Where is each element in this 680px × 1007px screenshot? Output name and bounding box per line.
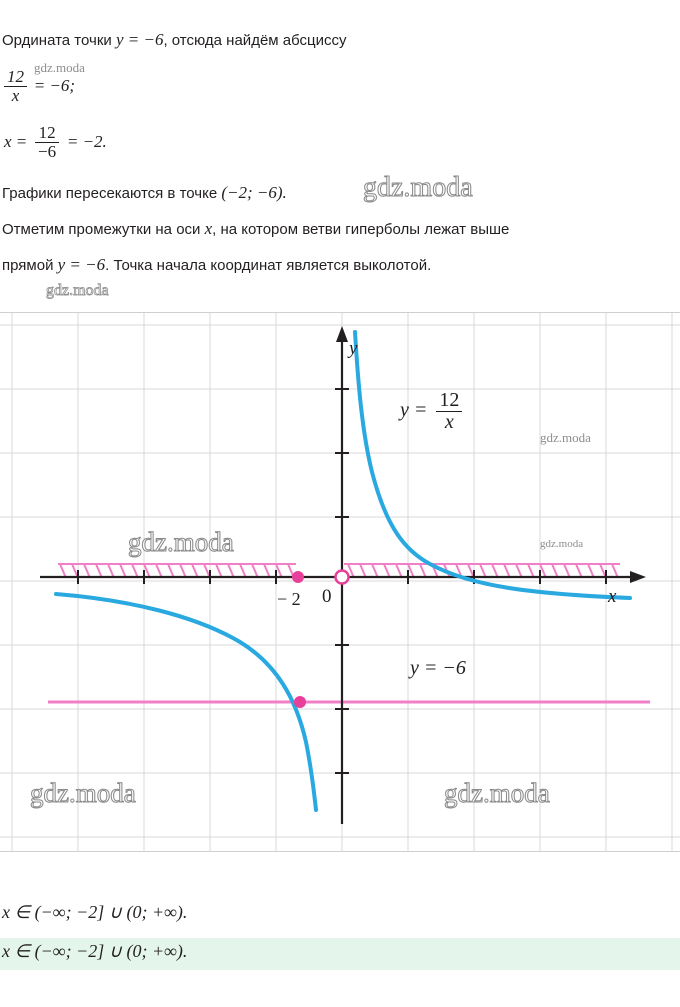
text-fragment: Ордината точки (2, 32, 116, 49)
point-origin-open (336, 571, 349, 584)
statement-line-2 (2, 183, 287, 203)
hyperbola-branch-positive (355, 332, 630, 598)
math-fragment: y = −6 (115, 30, 164, 49)
point-minus-2-on-x-axis (292, 571, 304, 583)
equation-1 (4, 68, 75, 105)
watermark-small: gdz.moda (540, 430, 591, 445)
origin-label: 0 (322, 586, 332, 607)
equation-rhs: = −6; (33, 75, 76, 95)
watermark-large: gdz.moda (444, 778, 550, 808)
tick-label-minus-2: − 2 (277, 589, 301, 609)
math-fragment: x (204, 219, 213, 238)
fraction-denominator: −6 (35, 142, 59, 161)
math-fragment: y = −6 (57, 255, 106, 274)
watermark-small: gdz.moda (540, 538, 584, 550)
equation-2 (4, 124, 107, 161)
statement-line-4 (2, 255, 431, 275)
equation-lhs: x = (4, 131, 28, 151)
text-fragment: Графики пересекаются в точке (2, 185, 222, 202)
x-axis-label: x (608, 586, 617, 607)
statement-line-3 (2, 219, 509, 239)
point-intersection (294, 696, 306, 708)
answer-line-2: x ∈ (−∞; −2] ∪ (0; +∞). (2, 941, 188, 961)
fraction-numerator: 12 (7, 67, 24, 86)
line-equation-label: y = −6 (410, 657, 466, 679)
fraction-denominator: x (4, 86, 27, 105)
math-fragment: (−2; −6). (221, 183, 287, 202)
y-axis-arrow (336, 326, 348, 342)
hyperbola-equation-label: y = $\frac{12}{x}$ (400, 390, 462, 433)
text-fragment: Отметим промежутки на оси (2, 221, 205, 238)
text-fragment: . Точка начала координат является выколотой. (105, 257, 432, 274)
watermark-small: gdz.moda (46, 282, 109, 299)
text-fragment: прямой (2, 257, 58, 274)
graph-figure (0, 312, 680, 852)
statement-line-1 (2, 30, 347, 50)
coordinate-plane (0, 312, 680, 852)
fraction-numerator: 12 (38, 123, 56, 142)
text-fragment: , на котором ветви гиперболы лежат выше (212, 221, 510, 238)
answer-line-1: x ∈ (−∞; −2] ∪ (0; +∞). (2, 902, 188, 922)
text-fragment: , отсюда найдём абсциссу (163, 32, 347, 49)
y-axis-label: y (349, 338, 358, 359)
watermark-large: gdz.moda (363, 172, 473, 203)
watermark-small: gdz.moda (34, 60, 85, 75)
watermark-large: gdz.moda (128, 527, 234, 557)
watermark-large: gdz.moda (30, 778, 136, 808)
equation-rhs: = −2. (66, 131, 107, 151)
